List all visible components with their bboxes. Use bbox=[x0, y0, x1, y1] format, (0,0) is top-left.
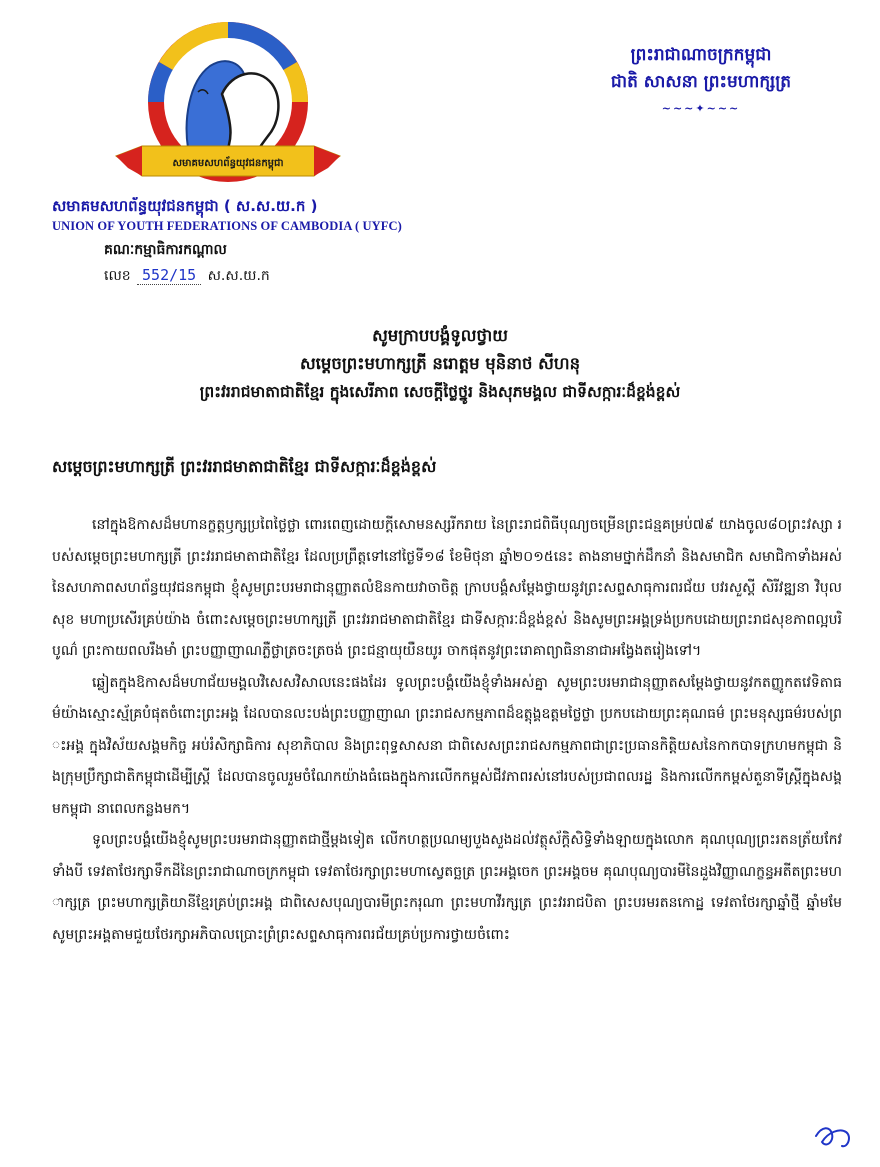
kingdom-motto bbox=[566, 42, 836, 115]
address-line-3: ព្រះវររាជមាតាជាតិខ្មែរ ក្នុងសេរីភាព សេចក្តីថ្លៃថ្នូរ និងសុភមង្គល ជាទីសក្ការៈដ៏ខ្ពង់ខ្ពស់ bbox=[199, 383, 681, 401]
address-line-1: សូមក្រាបបង្គំទូលថ្វាយ bbox=[372, 326, 508, 345]
address-line-2: សម្តេចព្រះមហាក្សត្រី នរោត្តម មុនិនាថ សីហនុ bbox=[299, 354, 581, 373]
committee-name: គណៈកម្មាធិការកណ្តាល bbox=[104, 242, 227, 258]
ref-suffix: ស.ស.យ.ក bbox=[207, 268, 270, 284]
salutation: សម្តេចព្រះមហាក្សត្រី ព្រះវររាជមាតាជាតិខ្មែរ ជាទីសក្ការៈដ៏ខ្ពង់ខ្ពស់ bbox=[52, 457, 437, 476]
org-name-khmer: សមាគមសហព័ន្ធយុវជនកម្ពុជា ( ស.ស.យ.ក ) bbox=[52, 197, 318, 215]
ornament-divider: ~~~✦~~~ bbox=[661, 102, 741, 115]
reference-line bbox=[104, 266, 270, 287]
organization-logo bbox=[108, 18, 348, 200]
ref-prefix: លេខ bbox=[104, 268, 131, 284]
motto-nation-religion-king: ជាតិ សាសនា ព្រះមហាក្សត្រ bbox=[610, 72, 792, 92]
ref-number: 552/15 bbox=[137, 266, 201, 285]
logo-banner-text: សមាគមសហព័ន្ធយុវជនកម្ពុជា bbox=[172, 158, 284, 169]
org-name-english: UNION OF YOUTH FEDERATIONS OF CAMBODIA ( UYFC) bbox=[52, 219, 402, 233]
addressee-block bbox=[40, 322, 840, 406]
letter-body bbox=[52, 510, 842, 951]
body-paragraph-2: ឆ្លៀតក្នុងឱកាសដ៏មហាជ័យមង្គលវិសេសវិសាលនេះផងដែរ ទូលព្រះបង្គំយើងខ្ញុំទាំងអស់គ្នា សូមព្រះបរមរាជានុញ្ញាតសម្តែងថ្វាយនូវកតញ្ញូកតវេទិតាធម៌យ៉ាងស្មោះស្ម័គ្របំផុតចំពោះព្រះអង្គ ដែលបានលះបង់ព្រះបញ្ញាញាណ ព្រះរាជសកម្មភាពដ៏ឧត្តុង្គឧត្តមថ្លៃថ្លា ប្រកបដោយព្រះគុណធម៌ ព្រះមនុស្សធម៌របស់ព្រះអង្គ ក្នុងវិស័យសង្គមកិច្ច អប់រំសិក្សាធិការ សុខាភិបាល និងព្រះពុទ្ធសាសនា ជាពិសេសព្រះរាជសកម្មភាពជាព្រះប្រធានកិត្តិយសនៃកាកបាទក្រហមកម្ពុជា និងក្រុមប្រឹក្សាជាតិកម្ពុជាដើម្បីស្ត្រី ដែលបានចូលរួមចំណែកយ៉ាងធំធេងក្នុងការលើកកម្ពស់ជីវភាពរស់នៅរបស់ប្រជាពលរដ្ឋ និងការលើកកម្ពស់តួនាទីស្ត្រីក្នុងសង្គមកម្ពុជា នាពេលកន្លងមក។ bbox=[52, 674, 842, 817]
body-paragraph-3: ទូលព្រះបង្គំយើងខ្ញុំសូមព្រះបរមរាជានុញ្ញាតជាថ្មីម្តងទៀត លើកហត្ថប្រណម្យបួងសួងដល់វត្ថុស័ក្តិសិទ្ធិទាំងឡាយក្នុងលោក គុណបុណ្យព្រះរតនត្រ័យកែវទាំងបី ទេវតាថែរក្សាទឹកដីនៃព្រះរាជាណាចក្រកម្ពុជា ទេវតាថែរក្សាព្រះមហាស្វេតច្ឆត្រ ព្រះអង្គចេក ព្រះអង្គចម គុណបុណ្យបារមីនៃដួងវិញ្ញាណក្ខន្ធអតីតព្រះមហាក្សត្រ ព្រះមហាក្សត្រិយានីខ្មែរគ្រប់ព្រះអង្គ ជាពិសេសបុណ្យបារមីព្រះករុណា ព្រះមហាវីរក្សត្រ ព្រះវររាជបិតា ព្រះបរមរតនកោដ្ឋ ទេវតាថែរក្សាឆ្នាំថ្មី ឆ្នាំមមែ សូមព្រះអង្គតាមជួយថែរក្សាអភិបាលប្រោះព្រំព្រះសព្ទសាធុការពរជ័យគ្រប់ប្រការថ្វាយចំពោះ bbox=[52, 832, 842, 943]
handwritten-mark-icon bbox=[812, 1118, 860, 1154]
motto-kingdom: ព្រះរាជាណាចក្រកម្ពុជា bbox=[630, 45, 772, 65]
body-paragraph-1: នៅក្នុងឱកាសដ៏មហានក្ខត្តឫក្សប្រពៃថ្លៃថ្លា ពោរពេញដោយក្តីសោមនស្សរីករាយ នៃព្រះរាជពិធីបុណ្យចម្រើនព្រះជន្មគម្រប់៧៩ យាងចូល៨០ព្រះវស្សា របស់សម្តេចព្រះមហាក្សត្រី ព្រះវររាជមាតាជាតិខ្មែរ ដែលប្រព្រឹត្តទៅនៅថ្ងៃទី១៨ ខែមិថុនា ឆ្នាំ២០១៥នេះ តាងនាមថ្នាក់ដឹកនាំ និងសមាជិក សមាជិកាទាំងអស់នៃសហភាពសហព័ន្ធយុវជនកម្ពុជា ខ្ញុំសូមព្រះបរមរាជានុញ្ញាតលំឱនកាយវាចាចិត្ត ក្រាបបង្គំសម្តែងថ្វាយនូវព្រះសព្ទសាធុការពរជ័យ បវរសួស្តី សិរីវឌ្ឍនា វិបុលសុខ មហាប្រសើរគ្រប់យ៉ាង ចំពោះសម្តេចព្រះមហាក្សត្រី ព្រះវររាជមាតាជាតិខ្មែរ ជាទីសក្ការៈដ៏ខ្ពង់ខ្ពស់ និងសូមព្រះអង្គទ្រង់ប្រកបដោយព្រះរាជសុខភាពល្អបរិបូណ៌ ព្រះកាយពលរឹងមាំ ព្រះបញ្ញាញាណភ្លឺថ្លាត្រចះត្រចង់ ព្រះជន្មាយុយឺនយូរ ចាកផុតនូវព្រះរោគាព្យាធិនានាជាអង្វែងតរៀងទៅ។ bbox=[52, 517, 842, 659]
